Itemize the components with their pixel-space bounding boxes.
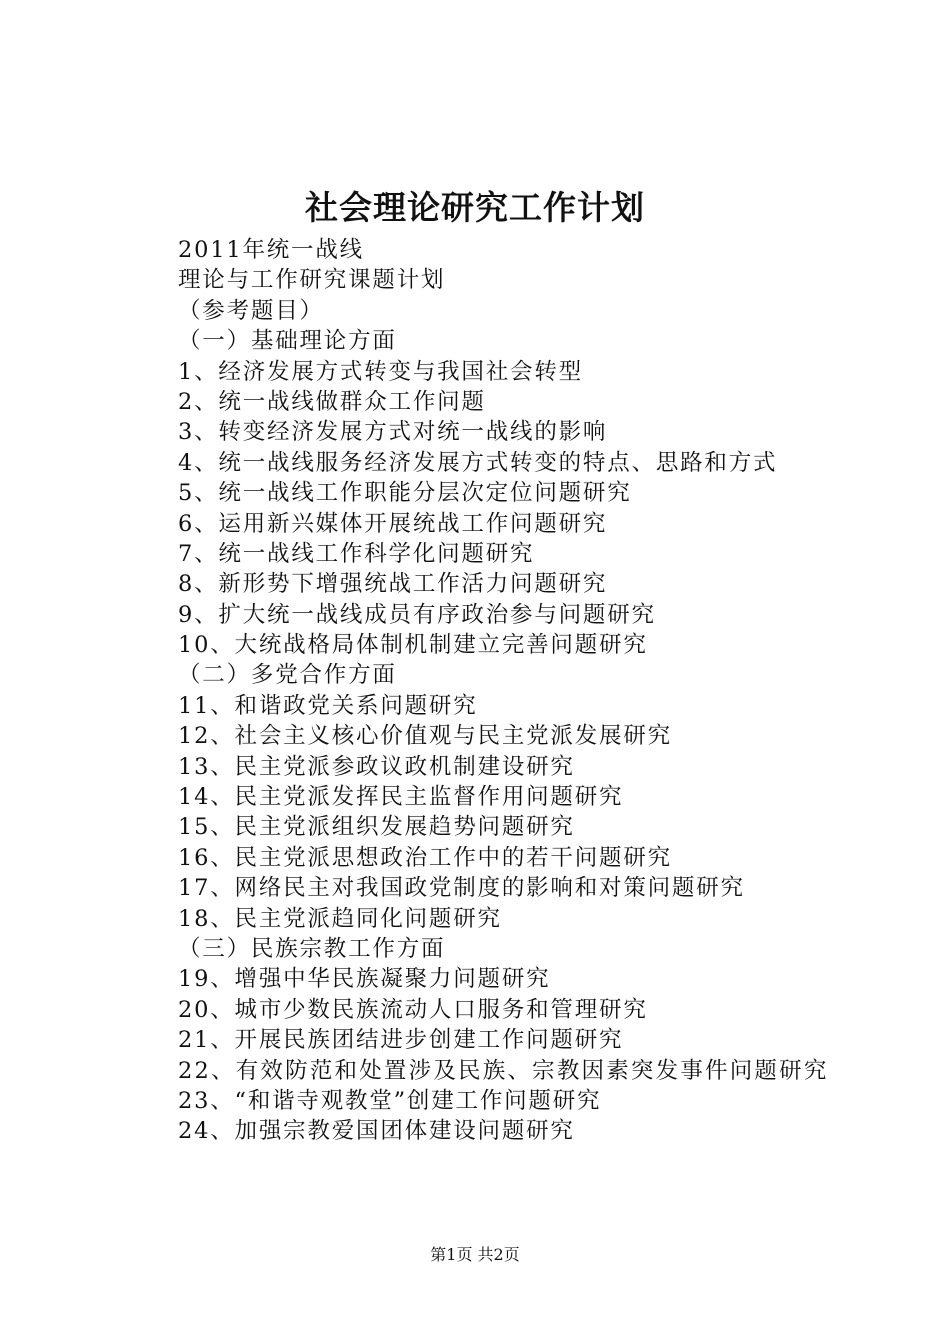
topic-item: 21、开展民族团结进步创建工作问题研究 <box>178 1027 624 1054</box>
document-title: 社会理论研究工作计划 <box>305 188 645 227</box>
topic-item: 3、转变经济发展方式对统一战线的影响 <box>178 419 608 446</box>
body-line: 理论与工作研究课题计划 <box>178 267 446 294</box>
topic-item: 6、运用新兴媒体开展统战工作问题研究 <box>178 510 608 537</box>
topic-item: 14、民主党派发挥民主监督作用问题研究 <box>178 784 624 811</box>
topic-item: 8、新形势下增强统战工作活力问题研究 <box>178 571 608 598</box>
topic-item: 5、统一战线工作职能分层次定位问题研究 <box>178 480 632 507</box>
topic-item: 15、民主党派组织发展趋势问题研究 <box>178 814 575 841</box>
topic-item: 18、民主党派趋同化问题研究 <box>178 905 502 932</box>
section-heading: （三）民族宗教工作方面 <box>178 935 446 962</box>
topic-item: 16、民主党派思想政治工作中的若干问题研究 <box>178 844 672 871</box>
section-heading: （二）多党合作方面 <box>178 662 397 689</box>
section-heading: （一）基础理论方面 <box>178 328 397 355</box>
topic-item: 23、“和谐寺观教堂”创建工作问题研究 <box>178 1087 602 1114</box>
topic-item: 10、大统战格局体制机制建立完善问题研究 <box>178 632 648 659</box>
topic-item: 2、统一战线做群众工作问题 <box>178 388 486 415</box>
topic-item: 24、加强宗教爱国团体建设问题研究 <box>178 1118 575 1145</box>
topic-item: 1、经济发展方式转变与我国社会转型 <box>178 358 583 385</box>
document-body <box>128 235 838 1147</box>
page-footer: 第1页 共2页 <box>430 1245 520 1264</box>
topic-item: 12、社会主义核心价值观与民主党派发展研究 <box>178 723 672 750</box>
body-line: 2011年统一战线 <box>178 237 364 263</box>
topic-item: 13、民主党派参政议政机制建设研究 <box>178 753 575 780</box>
body-line: （参考题目） <box>178 297 324 324</box>
topic-item: 20、城市少数民族流动人口服务和管理研究 <box>178 996 648 1023</box>
topic-item: 9、扩大统一战线成员有序政治参与问题研究 <box>178 601 656 628</box>
topic-item: 22、有效防范和处置涉及民族、宗教因素突发事件问题研究 <box>178 1057 829 1084</box>
topic-item: 7、统一战线工作科学化问题研究 <box>178 540 535 567</box>
topic-item: 17、网络民主对我国政党制度的影响和对策问题研究 <box>178 875 745 902</box>
topic-item: 19、增强中华民族凝聚力问题研究 <box>178 966 551 993</box>
topic-item: 11、和谐政党关系问题研究 <box>178 692 478 719</box>
topic-item: 4、统一战线服务经济发展方式转变的特点、思路和方式 <box>178 449 778 476</box>
